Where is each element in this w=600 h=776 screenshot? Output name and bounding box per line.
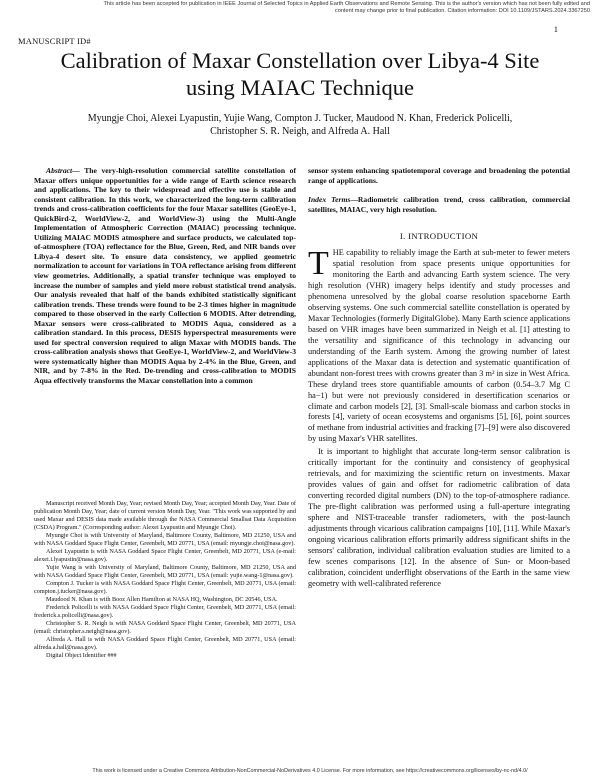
footnote-author-wang: Yujie Wang is with University of Maryland, Baltimore County, Baltimore, MD 21250, USA and with NASA Goddard Space Flight Center, Greenbelt, MD 20771, USA (email: yujie.wang-1@nasa.gov). <box>34 564 296 579</box>
index-terms-label: Index Terms <box>308 195 351 205</box>
introduction-paragraph-2: It is important to highlight that accurate long-term sensor calibration is critically important for the continuity and consistency of geophysical retrievals, and for maximizing the scientific return on investments. Maxar provides values of gain and offset for radiometric calibration of data converting recorded digital numbers (DN) to the top-of-atmosphere radiance. The pre-flight calibration was performed using a full-aperture integrating sphere and NIST-traceable transfer radiometers, with the post-launch adjustments through vicarious calibration campaigns [10], [11]. While Maxar's ongoing vicarious calibration efforts primarily address significant shifts in the sensors' calibration, individual calibration evaluation studies are limited to a few scenes comparisons [12]. In the absence of Sun- or Moon-based calibration, coincident underflight observations of the Earth in the same view geometry with well-calibrated reference <box>308 447 570 588</box>
title-line-1: Calibration of Maxar Constellation over Libya-4 Site <box>60 48 540 73</box>
banner-line-1: This article has been accepted for publication in IEEE Journal of Selected Topics in Applied Earth Observations and Remote Sensing. This is the author's version which has not been fully edited and <box>103 1 590 7</box>
footnotes <box>34 500 296 660</box>
title-line-2: using MAIAC Technique <box>186 75 414 100</box>
abstract-label: Abstract— <box>46 166 80 175</box>
footnote-author-khan: Maudood N. Khan is with Booz Allen Hamilton at NASA HQ, Washington, DC 20546, USA. <box>46 596 278 603</box>
authors-line-2: Christopher S. R. Neigh, and Alfreda A. Hall <box>210 125 390 137</box>
publication-banner <box>60 1 590 15</box>
footnote-author-lyapustin: Alexei Lyapustin is with NASA Goddard Space Flight Center, Greenbelt, MD 20771, USA (e-mail: alexei.i.lyapustin@nasa.gov). <box>34 548 296 563</box>
author-list <box>40 113 560 138</box>
right-column <box>308 166 570 590</box>
index-terms <box>308 195 570 214</box>
footnote-author-choi: Myungje Choi is with University of Maryland, Baltimore County, Baltimore, MD 21250, USA and with NASA Goddard Space Flight Center, Greenbelt, MD 20771, USA (email: myungje.choi@nasa.gov). <box>34 532 296 547</box>
left-column <box>34 166 296 386</box>
footnote-author-tucker: Compton J. Tucker is with NASA Goddard Space Flight Center, Greenbelt, MD 20771, USA (email: compton.j.tucker@nasa.gov). <box>34 580 296 595</box>
footnote-author-policelli: Frederick Policelli is with NASA Goddard Space Flight Center, Greenbelt, MD 20771, USA (email: frederick.s.policelli@nasa.gov). <box>34 604 296 619</box>
footnote-doi: Digital Object Identifier ### <box>46 652 117 659</box>
page-number: 1 <box>553 24 558 34</box>
introduction-paragraph-1-text: HE capability to reliably image the Earth at sub-meter to fewer meters spatial resolution from space presents unique opportunities for monitoring the Earth and advancing Earth system science. The very high resolution (VHR) imagery helps identify and study processes and phenomena unresolved by the global coarse resolution spaceborne Earth observing systems. One such commercial satellite constellation is operated by Maxar Technologies (formerly DigitalGlobe). Many Earth science applications based on VHR images have been summarized in Neigh et al. [1] attesting to the versatility and significance of this technology in advancing our understanding of the Earth system. Among the growing number of latest applications of the Maxar data is detection and systematic quantification of abundant non-forest trees with crowns greater than 3 m² in size in West Africa. These dryland trees store quantifiable amounts of carbon (0.54–3.7 Mg C ha−1) but were not previously considered in desertification scenarios or climate and carbon models [2], [3]. Small-scale biomass and carbon stocks in forests [4], variety of ocean ecosystems and organisms [5], [6], point sources of methane from industrial activities and fracking [7]–[9] were also discovered by using Maxar's VHR satellites. <box>308 248 570 444</box>
abstract-continuation: sensor system enhancing spatiotemporal coverage and broadening the potential range of applications. <box>308 166 570 185</box>
abstract-text: The very-high-resolution commercial satellite constellation of Maxar offers unique opportunities for a wide range of Earth science research and applications. The key to their widespread and effective use is stable and consistent calibration. In this work, we characterized the long-term calibration trends and cross-calibration coefficients for the four Maxar satellites (GeoEye-1, QuickBird-2, WorldView-2, and WorldView-3) using the Multi-Angle Implementation of Atmospheric Correction (MAIAC) processing technique. Utilizing MAIAC MODIS atmosphere and surface products, we calculated top-of-atmosphere (TOA) reflectance for the Blue, Green, Red, and NIR bands over Libya-4 desert site. To ensure data consistency, we applied geometric normalization to account for variations in TOA reflectance arising from different view geometries. Additionally, a spatial transfer technique was employed to increase the number of samples and yield more robust statistical trend analysis. Our analysis revealed that half of the bands exhibited statistically significant calibration trends. These trends were found to be 2-3 times higher in magnitude compared to those observed in the early Collection 6 MODIS. After detrending, Maxar sensors were cross-calibrated to MODIS Aqua, considered as a calibration standard. In this process, DESIS hyperspectral measurements were used for spectral conversion required to align Maxar with MODIS bands. The cross-calibration analysis shows that GeoEye-1, WorldView-2, and WorldView-3 were systematically higher than MODIS Aqua by 2-4% in the Blue, Green, and NIR, and by 7-8% in the Red. De-trending and cross-calibration to MODIS Aqua effectively transforms the Maxar constellation into a common <box>34 166 296 386</box>
banner-line-2: content may change prior to final publication. Citation information: DOI 10.1109/JSTARS.2024.3367250 <box>334 8 590 14</box>
footnote-received: Manuscript received Month Day, Year; revised Month Day, Year; accepted Month Day, Year. Date of publication Month Day, Year; date of current version Month Day, Year. "This work was supported by and used Maxar and DESIS data made available through the NASA Commercial Smallsat Data Acquisition (CSDA) Program." (Corresponding author: Alexei Lyapustin and Myungje Choi). <box>34 500 296 531</box>
introduction-paragraph-1 <box>308 245 570 445</box>
index-terms-text: —Radiometric calibration trend, cross calibration, commercial satellites, MAIAC, very high resolution. <box>308 195 570 214</box>
license-footer: This work is licensed under a Creative Commons Attribution-NonCommercial-NoDerivatives 4.0 License. For more information, see https://creativecommons.org/licenses/by-nc-nd/4.0/ <box>92 768 528 774</box>
abstract <box>34 166 296 386</box>
footnote-author-neigh: Christopher S. R. Neigh is with NASA Goddard Space Flight Center, Greenbelt, MD 20771, USA (email: christopher.s.neigh@nasa.gov). <box>34 620 296 635</box>
paper-title <box>20 47 580 101</box>
manuscript-id: MANUSCRIPT ID# <box>18 36 91 46</box>
authors-line-1: Myungje Choi, Alexei Lyapustin, Yujie Wang, Compton J. Tucker, Maudood N. Khan, Frederick Policelli, <box>87 113 513 124</box>
section-heading-introduction: I. INTRODUCTION <box>399 231 479 242</box>
footnote-author-hall: Alfreda A. Hall is with NASA Goddard Space Flight Center, Greenbelt, MD 20771, USA (email: alfreda.a.hall@nasa.gov). <box>34 636 296 651</box>
drop-cap: T <box>308 245 329 283</box>
